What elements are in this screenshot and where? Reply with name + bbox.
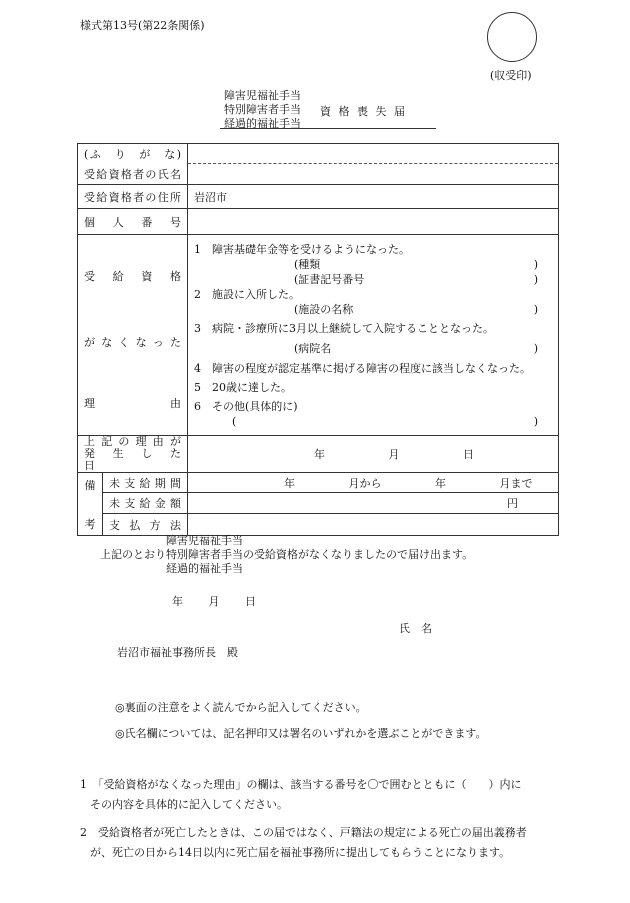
title-allowance-1: 障害児福祉手当: [224, 89, 301, 102]
reason-label-2: が な く な っ た: [84, 336, 181, 349]
reason-3[interactable]: 3 病院・診療所に3月以上継続して入院することとなった。: [194, 321, 494, 335]
document-title: 資 格 喪 失 届: [320, 105, 407, 118]
declaration-allowance-2: 特別障害者手当の受給資格がなくなりましたので届け出ます。: [166, 548, 474, 561]
reason-1[interactable]: 1 障害基礎年金等を受けるようになった。: [194, 242, 410, 256]
instruction-1: ◎裏面の注意をよく読んでから記入してください。: [115, 701, 367, 714]
title-allowance-3: 経過的福祉手当: [224, 117, 301, 130]
personal-number-label: 個 人 番 号: [78, 209, 188, 235]
occurrence-date-label: 上 記 の 理 由 が 発 生 し た 日: [78, 436, 188, 473]
payment-method-field[interactable]: [188, 514, 559, 536]
receipt-stamp-label: (収受印): [490, 69, 532, 82]
form-number: 様式第13号(第22条関係): [80, 19, 205, 32]
occurrence-date-field[interactable]: 年 月 日: [188, 436, 559, 473]
loss-of-eligibility-form: [77, 143, 559, 536]
reason-1-type: (種類 ): [294, 257, 538, 271]
reason-6-detail: ( ): [232, 414, 538, 428]
declaration-date[interactable]: 年 月 日: [172, 595, 256, 608]
reason-2[interactable]: 2 施設に入所した。: [194, 287, 300, 301]
reason-2-facility: (施設の名称 ): [294, 302, 538, 316]
address-label: 受給資格者の住所: [78, 185, 188, 209]
furigana-field[interactable]: [188, 144, 559, 165]
receipt-stamp-circle: [487, 12, 537, 62]
declaration: [100, 534, 473, 576]
reason-label-1: 受 給 資 格: [84, 270, 181, 283]
unpaid-period-label: 未支給期間: [103, 473, 188, 493]
name-label: 受給資格者の氏名: [78, 165, 188, 185]
declaration-allowance-1: 障害児福祉手当: [166, 534, 243, 547]
unpaid-amount-label: 未支給金額: [103, 493, 188, 514]
reason-5[interactable]: 5 20歳に達した。: [194, 380, 292, 394]
title-allowance-2: 特別障害者手当: [224, 103, 301, 116]
declarant-name-label: 氏 名: [399, 622, 432, 635]
reason-label-3: 理 由: [84, 397, 181, 410]
reason-6[interactable]: 6 その他(具体的に): [194, 399, 298, 413]
title-underline: [220, 128, 436, 129]
reason-4[interactable]: 4 障害の程度が認定基準に掲げる障害の程度に該当しなくなった。: [194, 361, 531, 375]
addressee: 岩沼市福祉事務所長 殿: [117, 646, 238, 659]
reason-label-cell: [78, 235, 188, 436]
personal-number-field[interactable]: [188, 209, 559, 235]
furigana-label: (ふ り が な): [78, 144, 188, 165]
title-allowances: [224, 89, 301, 131]
address-field[interactable]: 岩沼市: [188, 185, 559, 209]
payment-method-label: 支 払 方 法: [103, 514, 188, 536]
unpaid-period-field[interactable]: 年 月から 年 月まで: [188, 473, 559, 493]
note-1: 1 「受給資格がなくなった理由」の欄は、該当する番号を〇で囲むとともに（ ）内に その内容を具体的に記入してください。: [80, 778, 522, 811]
instruction-2: ◎氏名欄については、記名押印又は署名のいずれかを選ぶことができます。: [115, 727, 487, 740]
unpaid-amount-field[interactable]: 円: [188, 493, 559, 514]
reason-3-hospital: (病院名 ): [294, 341, 538, 355]
name-field[interactable]: [188, 165, 559, 185]
remarks-label: 備 考: [78, 473, 103, 536]
reason-options: [188, 235, 559, 436]
declaration-allowance-3: 経過的福祉手当: [166, 562, 243, 575]
declaration-prefix: 上記のとおり: [100, 548, 166, 561]
reason-1-cert-number: (証書記号番号 ): [294, 272, 538, 286]
note-2: 2 受給資格者が死亡したときは、この届ではなく、戸籍法の規定による死亡の届出義務者 が、死亡の日から14日以内に死亡届を福祉事務所に提出してもらうことになります。: [80, 826, 527, 859]
